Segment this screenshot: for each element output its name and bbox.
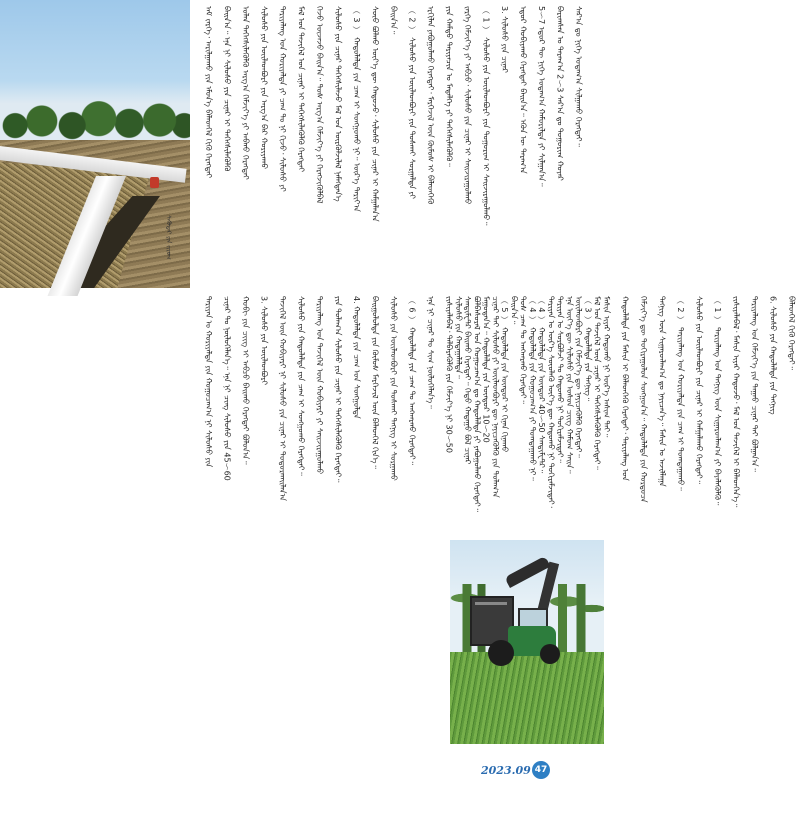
text-column: ᠠᠮ ᠵᠡᠷᠭᠡ᠂ ᠠᠷᠢᠯᠭᠠᠬᠤ ᠶᠢᠨ ᠡᠮᠦᠨ᠎ᠡ ᠪᠡᠯᠡᠳᠬᠡᠯ ᠬᠢᠬᠦ ᠬᠡᠷᠡᠭᠲᠡᠢ: [204, 6, 213, 178]
text-column: （ 1 ） ᠰᠢᠯᠤᠰᠤ ᠶᠢᠨ ᠦᠢᠯᠡᠳᠪᠦᠷᠢ ᠶᠢᠨ ᠲᠤᠭᠤᠷᠢᠭ ᠢ ᠰᠠᠢᠵᠢᠷᠠᠭᠤᠯᠬᠤ᠃: [481, 6, 491, 226]
text-column: ᠵᠢᠰᠢᠶᠡᠯᠡᠪᠡᠯ᠂ ᠳᠡᠯᠪᠡᠷᠡᠭᠦᠯᠬᠦ ᠶᠢᠨ ᠬᠡᠮᠵᠢᠶ᠎ᠡ ᠨᠢ 30～50: [444, 296, 454, 453]
text-column: ᠮᠠᠭᠤᠳᠠᠨ᠎ᠠ᠃ ᠬᠠᠳᠤᠯᠠᠯᠲᠠ ᠶᠢᠨ ᠦᠨᠳᠦᠷ 10～20: [481, 296, 491, 443]
text-column: ᠵᠡᠷᠭᠡ ᠬᠡᠮᠵᠢᠶ᠎ᠡ ᠶᠢ ᠠᠪᠴᠤ᠂ ᠰᠢᠯᠤᠰᠤ ᠶᠢᠨ ᠴᠢᠨᠠᠷ ᠢ ᠰᠠᠢᠵᠢᠷᠠᠭᠤᠯᠬᠤ: [463, 6, 472, 205]
text-column: ᠡᠨᠡ ᠦᠶ᠎ᠡ ᠳᠦ ᠰᠢᠯᠤᠰᠤ ᠶᠢᠨ ᠤᠰᠤᠨ ᠴᠢᠢᠭ ᠬᠠᠮᠤᠭ ᠰᠠᠢᠨ᠃: [565, 296, 574, 474]
text-column: 4. ᠬᠠᠳᠤᠯᠠᠯᠲᠠ ᠶᠢᠨ ᠴᠠᠭ ᠤᠨ ᠰᠤᠩᠭᠤᠯᠲᠠ: [352, 296, 361, 419]
text-column: ᠬᠤᠪᠢ ᠶᠢᠨ ᠴᠢᠢᠭ ᠢ ᠠᠪᠴᠤ ᠪᠠᠢᠬᠤ ᠬᠡᠷᠡᠭᠲᠡᠢ ᠪᠤᠯᠤᠨ᠎ᠠ᠃: [241, 296, 250, 465]
text-column: ᠲᠡᠬᠨᠢᠭ ᠦᠨ ᠰᠢᠭᠠᠷᠳᠯᠠᠭ᠎ᠠ ᠳᠤ ᠨᠡᠶᠢᠴᠡᠨ᠎ᠡ᠃ ᠮᠠᠰᠢᠨ ᠤ ᠠᠵᠢᠯᠯᠠᠭᠠ: [657, 296, 667, 487]
text-column: ᠰᠢᠯᠤᠰᠤ ᠶᠢᠨ ᠴᠢᠨᠠᠷ ᠳᠡᠭᠡᠭᠰᠢᠯᠡᠵᠦ ᠮᠠᠯ ᠤᠨ ᠦᠷᠭᠦᠯᠵᠢᠯᠡᠯ ᠨᠡᠮᠡᠭᠳᠡᠨ᠎ᠡ: [333, 6, 343, 202]
text-column: （ 6 ） ᠬᠠᠳᠤᠯᠠᠯᠲᠠ ᠶᠢᠨ ᠴᠠᠭ ᠲᠤ ᠠᠩᠬᠠᠷᠬᠤ ᠬᠡᠷᠡᠭᠲᠡᠢ᠃: [407, 296, 417, 465]
text-block-top-right: [202, 6, 596, 284]
text-column: 3. ᠰᠢᠯᠤᠰᠤ ᠶᠢᠨ ᠴᠢᠨᠠᠷ: [500, 6, 509, 73]
text-column: ᠡᠷᠬᠢᠯᠡᠨ ᠶᠠᠪᠤᠭᠤᠯᠬᠤ ᠬᠡᠷᠡᠭᠲᠡᠢ᠂ ᠮᠡᠷᠭᠡᠵᠢᠯ ᠦᠨ ᠬᠦᠮᠦᠰ ᠢ ᠪᠡᠯᠡᠳᠬᠡᠬᠦ: [426, 6, 435, 205]
text-column: ᠴᠢᠨᠠᠷ ᠲᠠᠢ ᠰᠢᠯᠤᠰᠤ ᠶᠢ ᠦᠢᠯᠡᠳᠪᠦᠷᠢ ᠳᠦ ᠨᠡᠶᠢᠴᠡᠭᠦᠯᠬᠦ ᠶᠢᠨ ᠲᠤᠯᠠᠭ᠎ᠠ: [491, 296, 500, 498]
text-column: （ 4 ） ᠬᠠᠳᠤᠯᠠᠯᠲᠠ ᠶᠢᠨ ᠦᠨᠳᠦᠷ 40～50 ᠰᠠᠨᠲᠢᠮᠸᠲᠷ᠃: [537, 296, 546, 474]
text-column: ᠰᠢᠯᠤᠰᠤ ᠶᠢᠨ ᠦᠢᠯᠡᠳᠪᠦᠷᠢ ᠶᠢᠨ ᠲᠤᠰᠬᠠᠢ ᠲᠡᠬᠨᠢᠭ ᠢ ᠰᠤᠷᠭᠠᠬᠤ: [389, 296, 398, 481]
text-column: ᠭᠡᠵᠦ ᠦᠵᠡᠵᠦ ᠪᠠᠢᠨ᠎ᠠ᠃ ᠲᠤᠰ ᠠᠷᠭ᠎ᠠ ᠬᠡᠮᠵᠢᠶ᠎ᠡ ᠶᠢ ᠬᠡᠷᠡᠭᠵᠢᠭᠦᠯᠪᠡᠯ: [315, 6, 324, 204]
text-column: ᠡᠳᠦᠷ ᠬᠤᠪᠢᠶᠠᠬᠤ ᠬᠡᠷᠡᠭᠲᠡᠢ ᠪᠠᠢᠨ᠎ᠠ᠃ ᠡᠭᠦᠨ ᠦ ᠳᠠᠷᠠᠭ᠎ᠠ: [518, 6, 528, 174]
text-column: ᠰᠢᠯᠤᠰᠤ ᠶᠢᠨ ᠦᠢᠯᠡᠳᠪᠦᠷᠢ ᠶᠢᠨ ᠠᠷᠭ᠎ᠠ ᠪᠠᠷ ᠬᠤᠷᠢᠶᠠᠬᠤ: [259, 6, 269, 169]
text-column: ᠪᠠᠷᠢᠭᠰᠠᠨ ᠤ ᠳᠠᠷᠠᠭ᠎ᠠ 2～3 ᠰᠠᠷ᠎ᠠ ᠳᠤ ᠲᠤᠭᠤᠷᠢᠭ ᠬᠤᠶᠠᠷ: [555, 6, 565, 181]
text-column: ᠤᠯᠠᠨ ᠳᠡᠭᠡᠭᠰᠢᠯᠡᠭᠦᠯᠬᠦ ᠠᠷᠭ᠎ᠠ ᠬᠡᠮᠵᠢᠶ᠎ᠡ ᠶᠢ ᠠᠪᠬᠤ ᠬᠡᠷᠡᠭᠲᠡᠢ: [241, 6, 250, 180]
text-column: ᠲᠠᠷᠢᠶᠠᠯᠠᠩ ᠤᠨ ᠬᠤᠷᠢᠶᠠᠯᠲᠠ ᠶᠢ ᠴᠠᠭ ᠲᠤ ᠨᠢ ᠬᠢᠵᠦ᠂ ᠰᠢᠯᠤᠰᠤ ᠶᠢ: [278, 6, 287, 192]
text-column: ᠮᠠᠰᠢᠨ ᠢᠶᠠᠷ ᠬᠠᠳᠤᠬᠤ ᠨᠢ ᠦᠷ᠎ᠡ ᠠᠰᠢᠭ ᠲᠠᠢ᠃: [602, 296, 611, 438]
text-column: ᠪᠠᠢᠨ᠎ᠠ᠃: [389, 6, 398, 35]
text-column: ᠰᠠᠷ᠎ᠠ ᠳᠤ ᠨᠢᠭᠡ ᠤᠳᠠᠭ᠎ᠠ ᠰᠢᠯᠭᠠᠬᠤ ᠬᠡᠷᠡᠭᠲᠡᠢ᠃: [574, 6, 583, 147]
text-column: 3. ᠰᠢᠯᠤᠰᠤ ᠶᠢᠨ ᠦᠢᠯᠡᠳᠪᠦᠷᠢ: [259, 296, 269, 386]
silage-pit-photo: [0, 0, 190, 288]
text-column: ᠰᠢᠯᠤᠰᠤ ᠶᠢᠨ ᠬᠠᠳᠠᠭᠠᠯᠠᠯᠲᠠ᠃: [454, 296, 463, 379]
text-column: ᠬᠠᠳᠤᠯᠠᠯᠲᠠ ᠶᠢᠨ ᠮᠠᠰᠢᠨ ᠢ ᠪᠡᠯᠡᠳᠬᠡᠬᠦ ᠬᠡᠷᠡᠭᠲᠡᠢ᠂ ᠲᠠᠷᠢᠶᠠᠯᠠᠩ ᠤᠨ: [620, 296, 630, 481]
text-column: （ 3 ） ᠬᠠᠳᠤᠯᠠᠯᠲᠠ ᠶᠢᠨ ᠲᠡᠬᠨᠢᠭ᠃: [583, 296, 593, 402]
text-column: （ 1 ） ᠲᠠᠷᠢᠶᠠᠯᠠᠩ ᠤᠨ ᠲᠡᠬᠨᠢᠭ ᠦᠨ ᠰᠢᠭᠠᠷᠳᠯᠠᠭ᠎ᠠ ᠶᠢ ᠪᠡᠶᠡᠯᠡᠭᠦᠯᠬᠦ᠃: [713, 296, 722, 506]
text-column: ᠲᠠᠷᠢᠶᠠᠯᠠᠩ ᠤᠨ ᠬᠡᠮᠵᠢᠶ᠎ᠡ ᠶᠢᠨ ᠳᠠᠭᠠᠤ ᠴᠢᠨᠠᠷ ᠲᠠᠢ ᠪᠤᠯᠭᠠᠨ᠎ᠠ᠃: [750, 296, 759, 472]
text-column: ᠰᠢᠯᠤᠰᠤ ᠶᠢᠨ ᠦᠢᠯᠡᠳᠪᠦᠷᠢ ᠶᠢᠨ ᠴᠢᠨᠠᠷ ᠢ ᠬᠠᠮᠭᠠᠯᠠᠬᠤ ᠬᠡᠷᠡᠭᠲᠡᠢ᠃: [694, 296, 704, 484]
text-column: （ 2 ） ᠲᠠᠷᠢᠶᠠᠯᠠᠩ ᠤᠨ ᠬᠤᠷᠢᠶᠠᠯᠲᠠ ᠶᠢᠨ ᠴᠠᠭ ᠢ ᠲᠤᠭᠲᠠᠭᠠᠬᠤ᠃: [676, 296, 685, 491]
text-column: ᠰᠢᠯᠤᠰᠤ ᠶᠢᠨ ᠬᠠᠳᠤᠯᠠᠯᠲᠠ ᠶᠢᠨ ᠴᠠᠭ ᠢ ᠰᠤᠩᠭᠤᠬᠤ ᠬᠡᠷᠡᠭᠲᠡᠢ᠃: [296, 296, 306, 476]
text-column: ᠲᠤᠰ ᠴᠠᠭ ᠲᠤ ᠠᠩᠬᠠᠷᠬᠤ ᠬᠡᠷᠡᠭᠲᠡᠢ᠃: [518, 296, 528, 404]
photo-caption: ᠰᠡᠭᠦᠳᠡᠷ ᠶᠢᠨ ᠵᠢᠷᠤᠭ: [165, 215, 172, 260]
text-column: ᠪᠠᠢᠭᠤᠯᠤᠯᠳᠠ ᠶᠢᠨ ᠬᠦᠮᠦᠰ ᠮᠡᠷᠭᠡᠵᠢᠯ ᠦᠨ ᠪᠡᠯᠡᠳᠬᠡᠯ ᠬᠢᠨ᠎ᠡ᠃: [370, 296, 380, 469]
text-column: 6. ᠰᠢᠯᠤᠰᠤ ᠶᠢᠨ ᠬᠠᠳᠤᠯᠠᠯᠲᠠ ᠶᠢᠨ ᠲᠡᠬᠨᠢᠭ: [768, 296, 778, 415]
text-column: ᠶᠢᠨ ᠬᠠᠮᠲᠤ ᠲᠠᠷᠢᠶᠠᠴᠢᠨ ᠤ ᠮᠡᠳᠡᠯᠭᠡ ᠶᠢ ᠳᠡᠭᠡᠭᠰᠢᠯᠡᠭᠦᠯᠬᠦ᠃: [444, 6, 454, 167]
text-column: （ 5 ） ᠬᠠᠳᠤᠯᠠᠯᠲᠠ ᠶᠢᠨ ᠦᠨᠳᠦᠷ ᠢ ᠬᠢᠨᠠᠨ ᠬᠢᠨᠠᠬᠤ: [500, 296, 509, 453]
text-column: （ 4 ） ᠬᠠᠳᠤᠯᠠᠯᠲᠠ ᠶᠢᠨ ᠬᠤᠭᠤᠴᠠᠭ᠎ᠠ ᠶᠢ ᠲᠤᠭᠲᠠᠭᠠᠬᠤ ᠨᠢ᠃: [528, 296, 537, 481]
text-column: ᠡᠨᠡ ᠨᠢ ᠴᠢᠨᠠᠷ ᠲᠤ ᠰᠢᠭ᠋ ᠨᠦᠯᠦᠭᠡᠯᠡᠨ᠎ᠡ᠃: [426, 296, 435, 409]
text-column: ᠶᠢᠨ ᠲᠤᠯᠠᠭ᠎ᠠ ᠰᠢᠯᠤᠰᠤ ᠶᠢᠨ ᠴᠢᠨᠠᠷ ᠢ ᠳᠡᠭᠡᠭᠰᠢᠯᠡᠭᠦᠯᠬᠦ ᠬᠡᠷᠡᠭᠲᠡᠢ᠃: [333, 296, 343, 483]
text-column: ᠲᠡᠵᠢᠭᠡᠯ ᠦᠨ ᠬᠤᠪᠢᠶᠠᠷᠢ ᠨᠢ ᠰᠢᠯᠤᠰᠤ ᠶᠢᠨ ᠴᠢᠨᠠᠷ ᠢ ᠲᠤᠳᠤᠷᠬᠠᠢᠯᠠᠨ᠎ᠠ: [278, 296, 287, 501]
text-column: （ 2 ） ᠰᠢᠯᠤᠰᠤ ᠶᠢᠨ ᠦᠢᠯᠡᠳᠪᠦᠷᠢ ᠶᠢᠨ ᠲᠤᠰᠬᠠᠢ ᠰᠤᠷᠭᠠᠯᠲᠠ ᠶᠢ: [407, 6, 417, 199]
text-column: ᠰᠠᠨᠲᠢᠮᠸᠲᠷ ᠪᠠᠢᠬᠤ ᠬᠡᠷᠡᠭᠲᠡᠢ᠃ ᠬᠡᠲᠦ ᠬᠠᠳᠠᠭᠤ ᠪᠤᠯ ᠴᠢᠨᠠᠷ: [463, 296, 472, 465]
text-column: ᠮᠠᠯ ᠤᠨ ᠲᠡᠵᠢᠭᠡᠯ ᠤᠨ ᠴᠢᠨᠠᠷ ᠢ ᠳᠡᠭᠡᠭᠰᠢᠯᠡᠭᠦᠯᠬᠦ ᠬᠡᠷᠡᠭᠲᠡᠢ: [296, 6, 306, 172]
text-column: ᠲᠠᠷᠢᠶᠠᠯᠠᠩ ᠤᠨ ᠲᠡᠵᠢᠭᠡᠯ ᠦᠨ ᠬᠤᠪᠢᠶᠠᠷᠢ ᠶᠢ ᠰᠠᠢᠵᠢᠷᠠᠭᠤᠯᠬᠤ: [315, 296, 324, 475]
text-column: ᠲᠠᠷᠢᠶᠠᠨ ᠤ ᠦᠷ᠎ᠡ ᠰᠦᠦᠯᠡᠬᠦ ᠦᠶ᠎ᠡ ᠳᠦ ᠬᠠᠳᠤᠬᠤ ᠨᠢ ᠳᠤᠬᠢᠷᠠᠮᠵᠢᠲᠠᠢ᠂: [546, 296, 556, 508]
text-column: ᠴᠢᠨᠠᠷ ᠲᠤ ᠨᠦᠯᠦᠭᠡᠯᠡᠨ᠎ᠡ᠃ ᠡᠨᠡ ᠨᠢ ᠴᠢᠩ ᠰᠢᠯᠤᠰᠤ ᠶᠢᠨ 45～60: [222, 296, 232, 481]
tree-line: [0, 98, 190, 144]
text-column: ᠰᠦᠦ ᠪᠤᠯᠬᠤ ᠦᠶ᠎ᠡ ᠳᠦ ᠬᠠᠳᠤᠵᠤ᠂ ᠰᠢᠯᠤᠰᠤ ᠶᠢᠨ ᠴᠢᠨᠠᠷ ᠢ ᠬᠠᠮᠭᠠᠯᠠᠨ᠎ᠠ: [370, 6, 380, 222]
red-barrel: [150, 177, 159, 188]
text-column: ᠪᠠᠢᠨ᠎ᠠ᠃ ᠡᠨᠡ ᠨᠢ ᠰᠢᠯᠤᠰᠤ ᠶᠢᠨ ᠴᠢᠨᠠᠷ ᠢ ᠳᠡᠭᠡᠭᠰᠢᠯᠡᠭᠦᠯᠬᠦ: [222, 6, 232, 172]
page-number: 47: [532, 761, 550, 779]
text-column: ᠮᠠᠯ ᠤᠨ ᠲᠡᠵᠢᠭᠡᠯ ᠦᠨ ᠴᠢᠨᠠᠷ ᠢ ᠳᠡᠭᠡᠭᠰᠢᠯᠡᠭᠦᠯᠬᠦ ᠬᠡᠷᠡᠭᠲᠡᠢ᠃: [592, 296, 602, 470]
text-column: ᠬᠡᠮᠵᠢᠶ᠎ᠡ ᠳᠦ ᠲᠤᠬᠢᠷᠠᠭᠤᠯᠤᠨ ᠰᠤᠩᠭᠤᠨ᠎ᠠ᠃ ᠬᠠᠳᠤᠯᠠᠯᠲᠠ ᠶᠢᠨ ᠬᠤᠷᠳᠤᠴᠠ: [639, 296, 648, 503]
text-column: （ 3 ） ᠬᠠᠳᠤᠯᠠᠯᠲᠠ ᠶᠢᠨ ᠴᠠᠭ ᠢ ᠰᠤᠩᠭᠤᠬᠤ ᠨᠢ᠃ ᠦᠷ᠎ᠡ ᠲᠠᠷᠢᠶ᠎ᠠ: [352, 6, 361, 212]
text-column: ᠦᠢᠯᠡᠳᠪᠦᠷᠢ ᠶᠢᠨ ᠬᠡᠮᠵᠢᠶ᠎ᠡ ᠳᠦ ᠨᠡᠶᠢᠴᠡᠭᠦᠯᠬᠦ ᠬᠡᠷᠡᠭᠲᠡᠢ᠃: [574, 296, 583, 458]
text-column: 5～7 ᠡᠳᠦᠷ ᠲᠦ ᠨᠢᠭᠡ ᠤᠳᠠᠭ᠎ᠠ ᠬᠠᠮᠤᠷᠢᠯᠲᠠ ᠶᠢ ᠰᠢᠯᠭᠠᠨ᠎ᠠ᠃: [537, 6, 546, 187]
issue-date: 2023.09: [481, 764, 531, 777]
text-block-bottom-right: [452, 296, 796, 532]
text-column: ᠵᠢᠰᠢᠶᠡᠯᠡᠪᠡᠯ᠂ ᠮᠠᠰᠢᠨ ᠢᠶᠠᠷ ᠬᠠᠳᠤᠵᠤ᠂ ᠮᠠᠯ ᠤᠨ ᠲᠡᠵᠢᠭᠡᠯ ᠢ ᠪᠡᠯᠡᠳᠬᠡᠨ᠎ᠡ᠃: [731, 296, 741, 508]
text-column: ᠪᠤᠯᠪᠠᠰᠤᠷᠠᠯ ᠤᠨ ᠬᠤᠭᠤᠴᠠᠭ᠎ᠠ ᠳᠤ ᠬᠠᠳᠤᠯᠠᠯᠲᠠ ᠶᠢ ᠶᠠᠪᠤᠭᠤᠯᠬᠤ ᠬᠡᠷᠡᠭᠲᠡᠢ᠃: [472, 296, 482, 512]
text-column: ᠲᠠᠷᠢᠶᠠᠨ ᠤ ᠰᠤᠷᠪᠤᠯᠵᠢ ᠲᠤ ᠬᠠᠳᠤᠬᠤ ᠨᠢ ᠳᠤᠬᠢᠷᠠᠮᠵᠢᠲᠠᠢ᠃: [555, 296, 565, 463]
text-column: ᠲᠠᠷᠢᠶᠠᠨ ᠤ ᠬᠤᠷᠢᠶᠠᠯᠲᠠ ᠶᠢᠨ ᠬᠤᠭᠤᠴᠠᠭ᠎ᠠ ᠨᠢ ᠰᠢᠯᠤᠰᠤ ᠶᠢᠨ: [204, 296, 213, 468]
text-column: ᠪᠠᠢᠨ᠎ᠠ᠃: [509, 296, 519, 325]
text-column: ᠪᠡᠯᠡᠳᠬᠡᠯ ᠬᠢᠬᠦ ᠬᠡᠷᠡᠭᠲᠡᠢ᠃: [787, 296, 796, 370]
